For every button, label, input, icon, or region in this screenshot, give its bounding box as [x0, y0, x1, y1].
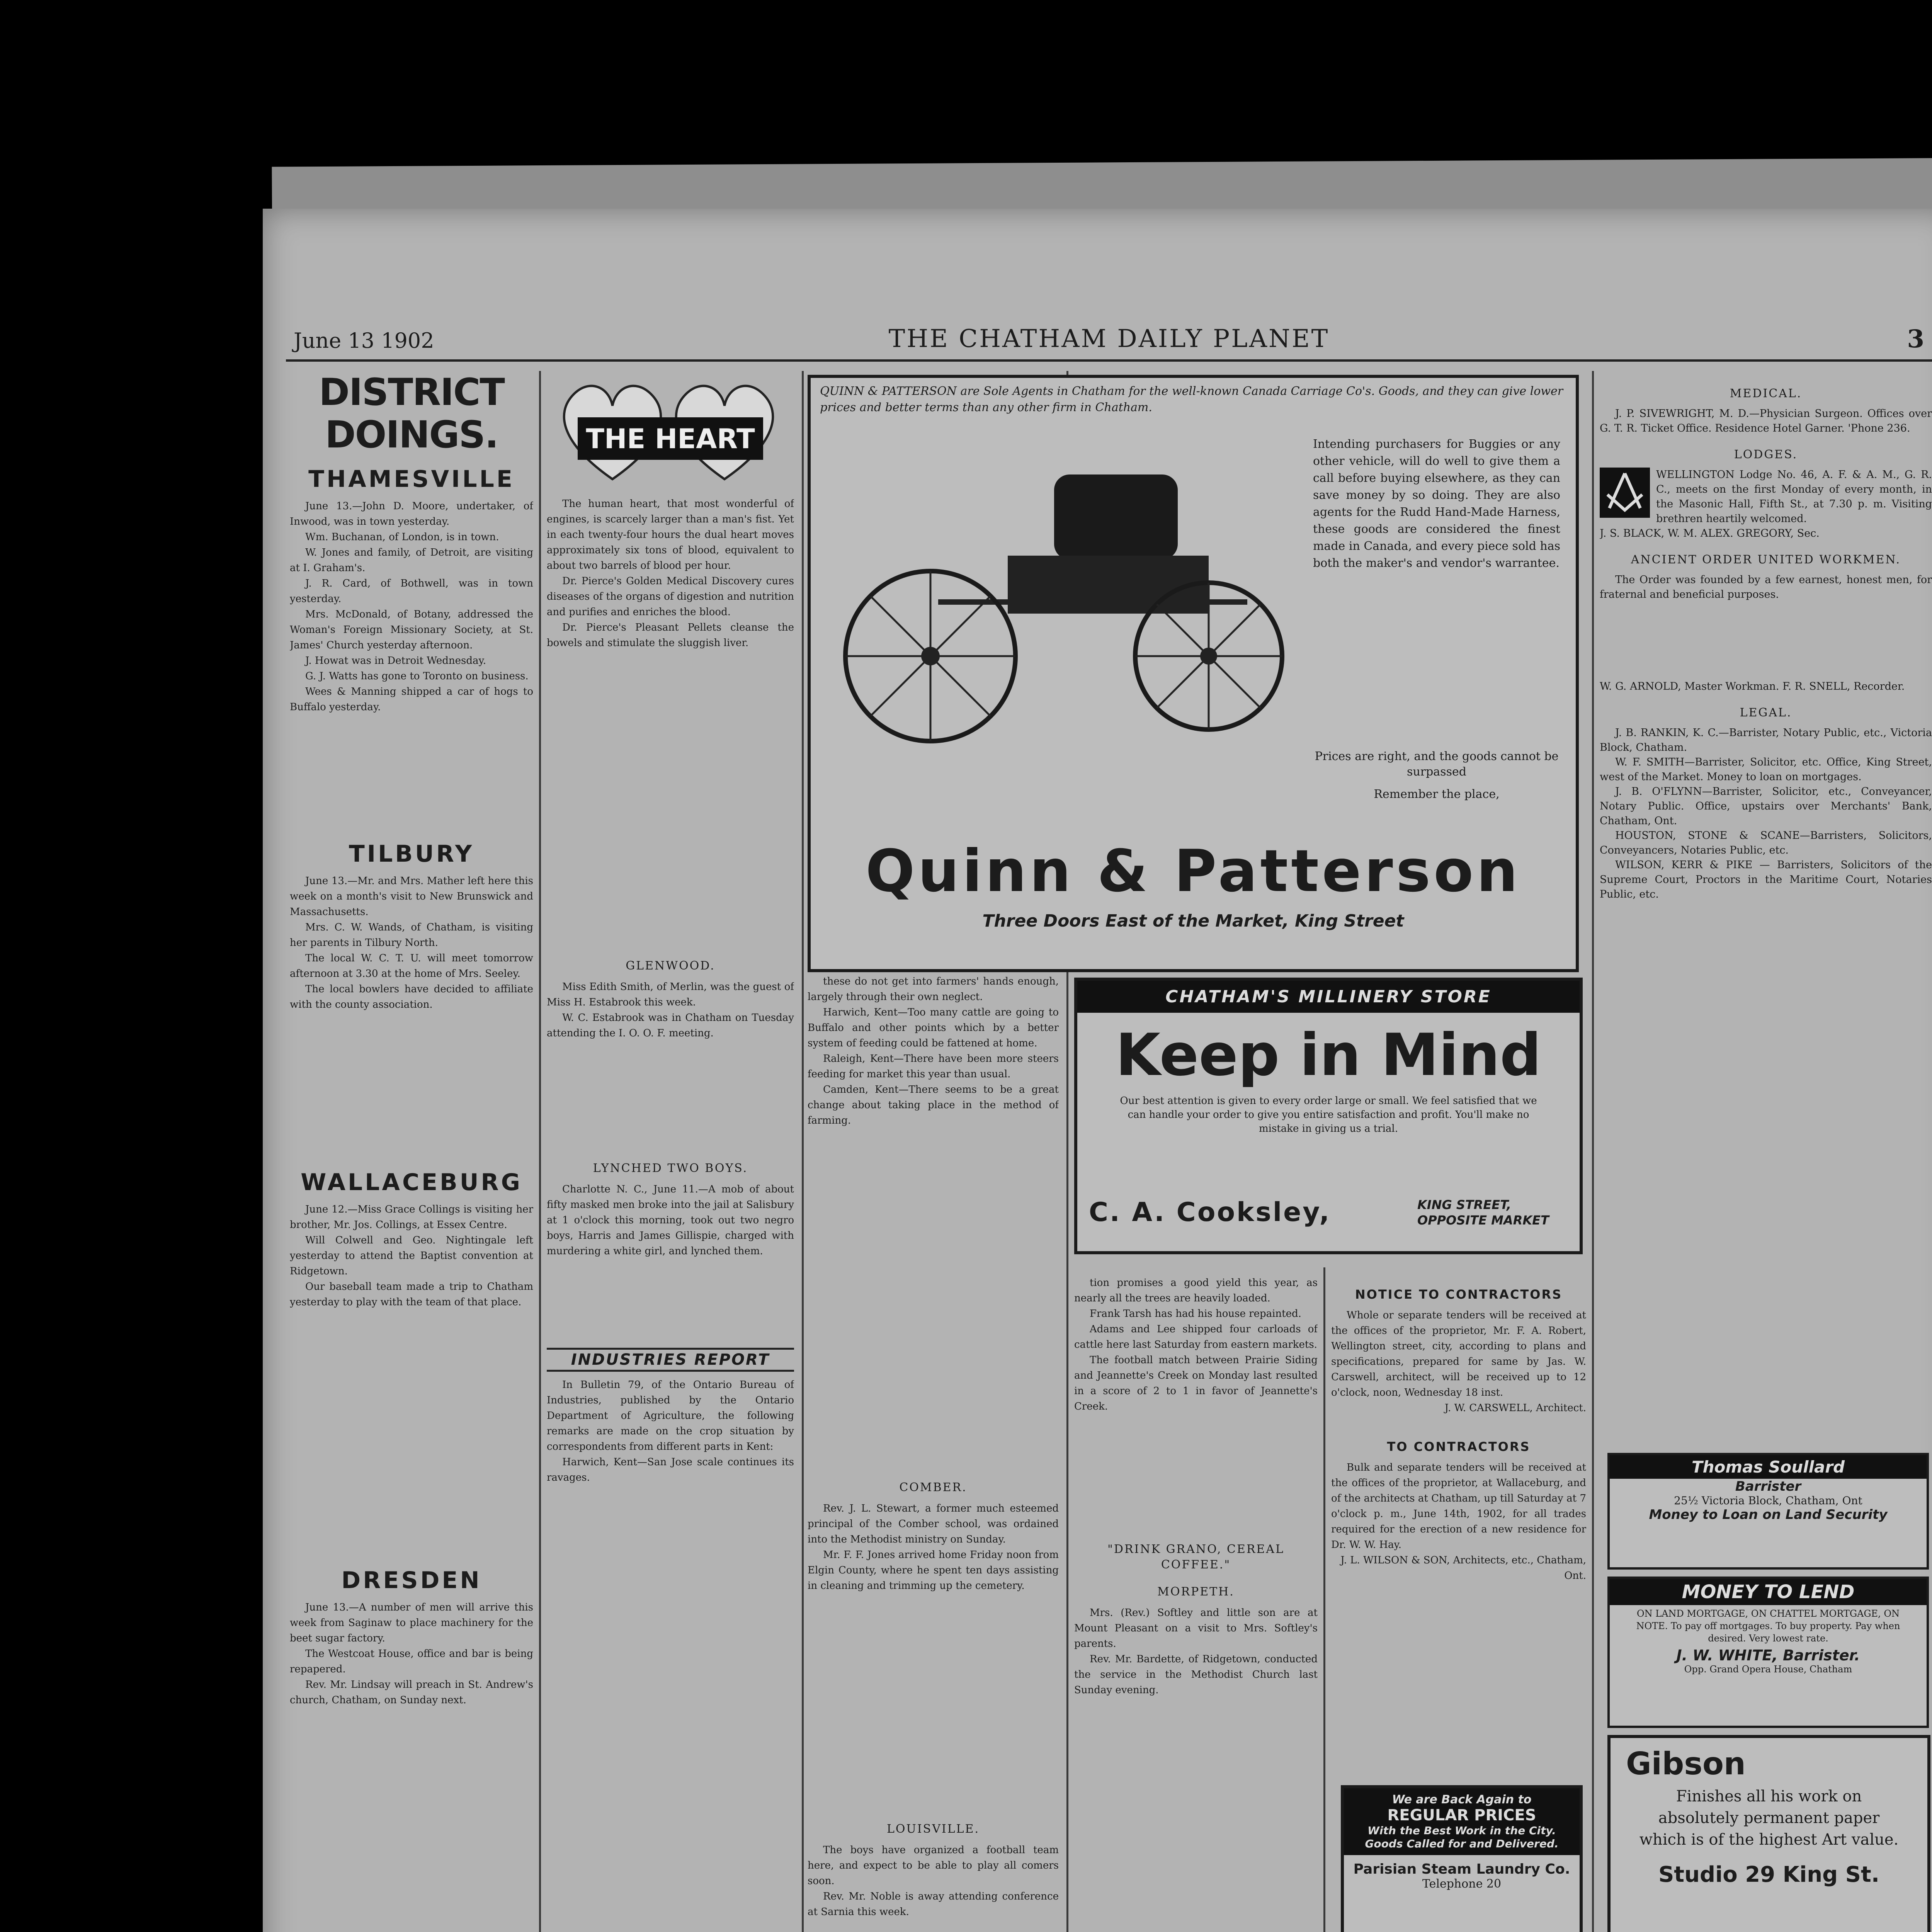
quinn-side-text: Intending purchasers for Buggies or any other vehicle, will do well to give them a call before buying elsewhere, as they can save money by so doing. They are also agents for the Rudd Hand-Made Harness, these goods are considered the finest made in Canada, and every piece sold has both the maker's and vendor's warrantee. [1313, 437, 1560, 570]
millinery-body: Our best attention is given to every order large or small. We feel satisfied that we can handle your order to give you entire satisfaction and profit. You'll make no mistake in giving us a trial. [1120, 1095, 1537, 1134]
article-paragraph: Frank Tarsh has had his house repainted. [1090, 1308, 1301, 1320]
heart-ad [547, 375, 794, 939]
legal-entry: W. F. SMITH—Barrister, Solicitor, etc. Office, King Street, west of the Market. Money to loan on mortgages. [1600, 756, 1932, 783]
legal-entry: J. B. O'FLYNN—Barrister, Solicitor, etc., Conveyancer, Notary Public. Office, upstairs over Merchants' Bank, Chatham, Ont. [1600, 786, 1932, 827]
quinn-remember: Remember the place, [1374, 787, 1500, 801]
thamesville-title: THAMESVILLE [308, 466, 515, 493]
quinn-location: Three Doors East of the Market, King Street [982, 911, 1404, 931]
soullard-name: Thomas Soullard [1610, 1455, 1927, 1479]
column-rule [1592, 371, 1594, 1932]
heart-paragraph: Dr. Pierce's Pleasant Pellets cleanse the bowels and stimulate the sluggish liver. [547, 622, 794, 649]
laundry-line1: We are Back Again to [1392, 1793, 1532, 1806]
heart-paragraph: Dr. Pierce's Golden Medical Discovery cures diseases of the organs of digestion and nutrition and purifies and enriches the blood. [547, 575, 794, 618]
article-paragraph: Mrs. C. W. Wands, of Chatham, is visiting her parents in Tilbury North. [290, 922, 533, 949]
millinery-ad [1074, 978, 1583, 1254]
contractors2-sign: J. L. WILSON & SON, Architects, etc., Chatham, Ont. [1340, 1554, 1586, 1582]
medical-title: MEDICAL. [1730, 387, 1802, 400]
industries-title: INDUSTRIES REPORT [547, 1348, 794, 1372]
contractors2-body: Bulk and separate tenders will be received at the offices of the proprietor, at Wallaceburg, and of the architects at Chatham, up till Saturday at 7 o'clock p. m., June 14th, 1902, for all trades required for the erection of a new residence for Dr. W. W. Hay. [1331, 1462, 1586, 1551]
money-address: Opp. Grand Opera House, Chatham [1684, 1664, 1852, 1675]
gibson-name: Gibson [1626, 1746, 1746, 1782]
aouw-title: ANCIENT ORDER UNITED WORKMEN. [1631, 553, 1901, 566]
article-paragraph: Our baseball team made a trip to Chatham yesterday to play with the team of that place. [290, 1281, 533, 1308]
laundry-ad [1341, 1785, 1583, 1932]
wallaceburg-title: WALLACEBURG [301, 1169, 522, 1196]
directory-column [1600, 375, 1932, 1434]
morpeth-title: MORPETH. [1157, 1585, 1235, 1599]
article-paragraph: J. R. Card, of Bothwell, was in town yesterday. [290, 578, 533, 605]
column-rule [1323, 1267, 1325, 1932]
article-paragraph: J. Howat was in Detroit Wednesday. [305, 655, 486, 667]
medical-text: J. P. SIVEWRIGHT, M. D.—Physician Surgeon. Offices over G. T. R. Ticket Office. Residence Hotel Garner. 'Phone 236. [1600, 408, 1932, 434]
article-paragraph: June 13.—Mr. and Mrs. Mather left here this week on a month's visit to New Brunswick and Massachusetts. [290, 875, 533, 918]
lodges-title: LODGES. [1734, 448, 1798, 461]
cooksley-address: KING STREET, OPPOSITE MARKET [1417, 1197, 1549, 1228]
article-paragraph: Adams and Lee shipped four carloads of cattle here last Saturday from eastern markets. [1074, 1323, 1318, 1350]
soullard-address: 25½ Victoria Block, Chatham, Ont [1674, 1494, 1862, 1507]
section-heading: DISTRICT DOINGS. [319, 371, 504, 456]
contractors1-title: NOTICE TO CONTRACTORS [1355, 1287, 1563, 1302]
money-heading: MONEY TO LEND [1610, 1579, 1927, 1605]
article-paragraph: Mr. F. F. Jones arrived home Friday noon from Elgin County, where he spent ten days assisting in cleaning and trimming up the cemetery. [808, 1549, 1059, 1592]
newspaper-page [263, 209, 1932, 1932]
article-paragraph: Will Colwell and Geo. Nightingale left yesterday to attend the Baptist convention at Ridgetown. [290, 1235, 533, 1277]
page-header [286, 325, 1932, 362]
article-paragraph: Wm. Buchanan, of London, is in town. [305, 531, 499, 543]
dresden-title: DRESDEN [341, 1567, 482, 1594]
article-paragraph: In Bulletin 79, of the Ontario Bureau of Industries, published by the Ontario Department of Agriculture, the following remarks are made on the crop situation by correspondents from different parts in Kent: [547, 1379, 794, 1452]
article-paragraph: Miss Edith Smith, of Merlin, was the guest of Miss H. Estabrook this week. [547, 981, 794, 1008]
article-paragraph: Rev. Mr. Bardette, of Ridgetown, conducted the service in the Methodist Church last Sunday evening. [1074, 1653, 1318, 1696]
louisville-title: LOUISVILLE. [887, 1822, 980, 1836]
article-paragraph: Camden, Kent—There seems to be a great change about taking place in the method of farming. [808, 1084, 1059, 1126]
carriage-illustration [822, 440, 1298, 757]
gibson-ad [1607, 1735, 1930, 1932]
soullard-role: Barrister [1735, 1479, 1801, 1494]
soullard-ad [1607, 1453, 1929, 1570]
article-paragraph: Rev. Mr. Lindsay will preach in St. Andrew's church, Chatham, on Sunday next. [290, 1679, 533, 1706]
article-paragraph: Wees & Manning shipped a car of hogs to Buffalo yesterday. [290, 686, 533, 713]
tilbury-title: TILBURY [349, 840, 474, 867]
article-paragraph: The boys have organized a football team here, and expect to be able to play all comers soon. [808, 1844, 1059, 1887]
legal-entry: HOUSTON, STONE & SCANE—Barristers, Solicitors, Conveyancers, Notaries Public, etc. [1600, 830, 1932, 856]
col2-news [547, 947, 794, 1712]
column-rule [539, 371, 541, 1932]
millinery-banner: CHATHAM'S MILLINERY STORE [1077, 981, 1580, 1013]
page-number: 3 [1907, 325, 1924, 354]
article-paragraph: tion promises a good yield this year, as nearly all the trees are heavily loaded. [1074, 1277, 1318, 1304]
money-name: J. W. WHITE, Barrister. [1676, 1647, 1860, 1664]
laundry-line3: With the Best Work in the City. Goods Called for and Delivered. [1365, 1824, 1559, 1850]
article-paragraph: The Westcoat House, office and bar is being repapered. [290, 1648, 533, 1675]
article-paragraph: Raleigh, Kent—There have been more steers feeding for market this year than usual. [808, 1053, 1059, 1080]
col4-news [1074, 1275, 1318, 1932]
heart-heading: THE HEART [586, 423, 755, 455]
article-paragraph: these do not get into farmers' hands enough, largely through their own neglect. [808, 976, 1059, 1003]
masthead: THE CHATHAM DAILY PLANET [888, 325, 1330, 353]
masonic-emblem-icon [1600, 468, 1650, 518]
quinn-name: Quinn & Patterson [866, 838, 1521, 905]
district-doings-column [290, 371, 533, 1932]
article-paragraph: Harwich, Kent—Too many cattle are going to Buffalo and other points which by a better system of feeding could be fattened at home. [808, 1007, 1059, 1049]
contractors1-body: Whole or separate tenders will be received at the offices of the proprietor, Mr. F. A. Robert, Wellington street, city, according to plans and specifications, prepared for same by Jas. W. Carswell, architect, will be received up to 12 o'clock, noon, Wednesday 18 inst. [1331, 1310, 1586, 1398]
aouw-text: The Order was founded by a few earnest, honest men, for fraternal and beneficial purposes. [1600, 574, 1932, 600]
lodges-text: WELLINGTON Lodge No. 46, A. F. & A. M., G. R. C., meets on the first Monday of every month, in the Masonic Hall, Fifth St., at 7.30 p. m. Visiting brethren heartily welcomed. [1656, 469, 1932, 525]
gibson-studio: Studio 29 King St. [1658, 1862, 1880, 1887]
article-paragraph: The local bowlers have decided to affiliate with the county association. [290, 983, 533, 1010]
issue-date: June 13 1902 [294, 328, 434, 353]
article-paragraph: June 13.—A number of men will arrive this week from Saginaw to place machinery for the beet sugar factory. [290, 1602, 533, 1644]
article-paragraph: Rev. J. L. Stewart, a former much esteemed principal of the Comber school, was ordained into the Methodist ministry on Sunday. [808, 1503, 1059, 1545]
article-paragraph: The local W. C. T. U. will meet tomorrow afternoon at 3.30 at the home of Mrs. Seeley. [290, 952, 533, 980]
article-paragraph: Rev. Mr. Noble is away attending conference at Sarnia this week. [808, 1891, 1059, 1918]
comber-title: COMBER. [899, 1481, 967, 1494]
aouw-officers: W. G. ARNOLD, Master Workman. F. R. SNELL, Recorder. [1600, 680, 1905, 692]
col3-news [808, 974, 1059, 1932]
grano-line: "DRINK GRANO, CEREAL COFFEE." [1107, 1543, 1284, 1571]
laundry-name: Parisian Steam Laundry Co. [1353, 1861, 1570, 1877]
quinn-prices: Prices are right, and the goods cannot be surpassed [1315, 750, 1559, 779]
legal-entry: J. B. RANKIN, K. C.—Barrister, Notary Public, etc., Victoria Block, Chatham. [1600, 727, 1932, 753]
quinn-intro: QUINN & PATTERSON are Sole Agents in Chatham for the well-known Canada Carriage Co's. Goods, and they can give lower prices and better terms than any other firm in Chatham. [820, 384, 1563, 414]
soullard-loan: Money to Loan on Land Security [1649, 1507, 1888, 1522]
contractors2-title: TO CONTRACTORS [1387, 1439, 1531, 1454]
article-paragraph: Mrs. McDonald, of Botany, addressed the Woman's Foreign Missionary Society, at St. James' Church yesterday afternoon. [290, 609, 533, 651]
laundry-line2: REGULAR PRICES [1387, 1806, 1536, 1824]
article-paragraph: June 12.—Miss Grace Collings is visiting her brother, Mr. Jos. Collings, at Essex Centre. [290, 1204, 533, 1231]
article-paragraph: Harwich, Kent—San Jose scale continues its ravages. [547, 1456, 794, 1483]
article-paragraph: W. C. Estabrook was in Chatham on Tuesday attending the I. O. O. F. meeting. [547, 1012, 794, 1039]
article-paragraph: Charlotte N. C., June 11.—A mob of about fifty masked men broke into the jail at Salisbury at 1 o'clock this morning, took out two negro boys, Harris and James Gillispie, charged with murdering a white girl, and lynched them. [547, 1184, 794, 1257]
contractors-notices [1331, 1275, 1586, 1770]
article-paragraph: June 13.—John D. Moore, undertaker, of Inwood, was in town yesterday. [290, 500, 533, 527]
contractors1-sign: J. W. CARSWELL, Architect. [1444, 1402, 1586, 1414]
cooksley-name: C. A. Cooksley, [1089, 1197, 1331, 1228]
glenwood-title: GLENWOOD. [626, 959, 715, 973]
article-paragraph: W. Jones and family, of Detroit, are visiting at I. Graham's. [290, 547, 533, 574]
money-text: ON LAND MORTGAGE, ON CHATTEL MORTGAGE, ON NOTE. To pay off mortgages. To buy property. Pay when desired. Very lowest rate. [1636, 1608, 1900, 1644]
article-paragraph: The football match between Prairie Siding and Jeannette's Creek on Monday last resulted in a score of 2 to 1 in favor of Jeannette's Creek. [1074, 1354, 1318, 1412]
article-paragraph: G. J. Watts has gone to Toronto on business. [305, 670, 529, 682]
legal-entry: WILSON, KERR & PIKE — Barristers, Solicitors of the Supreme Court, Proctors in the Maritime Court, Notaries Public, etc. [1600, 859, 1932, 900]
lodges-officers: J. S. BLACK, W. M. ALEX. GREGORY, Sec. [1600, 527, 1820, 539]
laundry-phone: Telephone 20 [1422, 1877, 1502, 1891]
millinery-heading: Keep in Mind [1116, 1022, 1541, 1089]
legal-title: LEGAL. [1740, 706, 1792, 719]
column-rule [802, 371, 804, 1932]
article-paragraph: Mrs. (Rev.) Softley and little son are at Mount Pleasant on a visit to Mrs. Softley's parents. [1074, 1607, 1318, 1650]
quinn-patterson-ad [808, 375, 1579, 972]
heart-paragraph: The human heart, that most wonderful of engines, is scarcely larger than a man's fist. Yet in each twenty-four hours the dual heart moves approximately six tons of blood, equivalent to about two barrels of blood per hour. [547, 498, 794, 571]
money-ad [1607, 1577, 1929, 1728]
gibson-text: Finishes all his work on absolutely permanent paper which is of the highest Art value. [1639, 1787, 1899, 1849]
lynched-title: LYNCHED TWO BOYS. [593, 1162, 748, 1175]
